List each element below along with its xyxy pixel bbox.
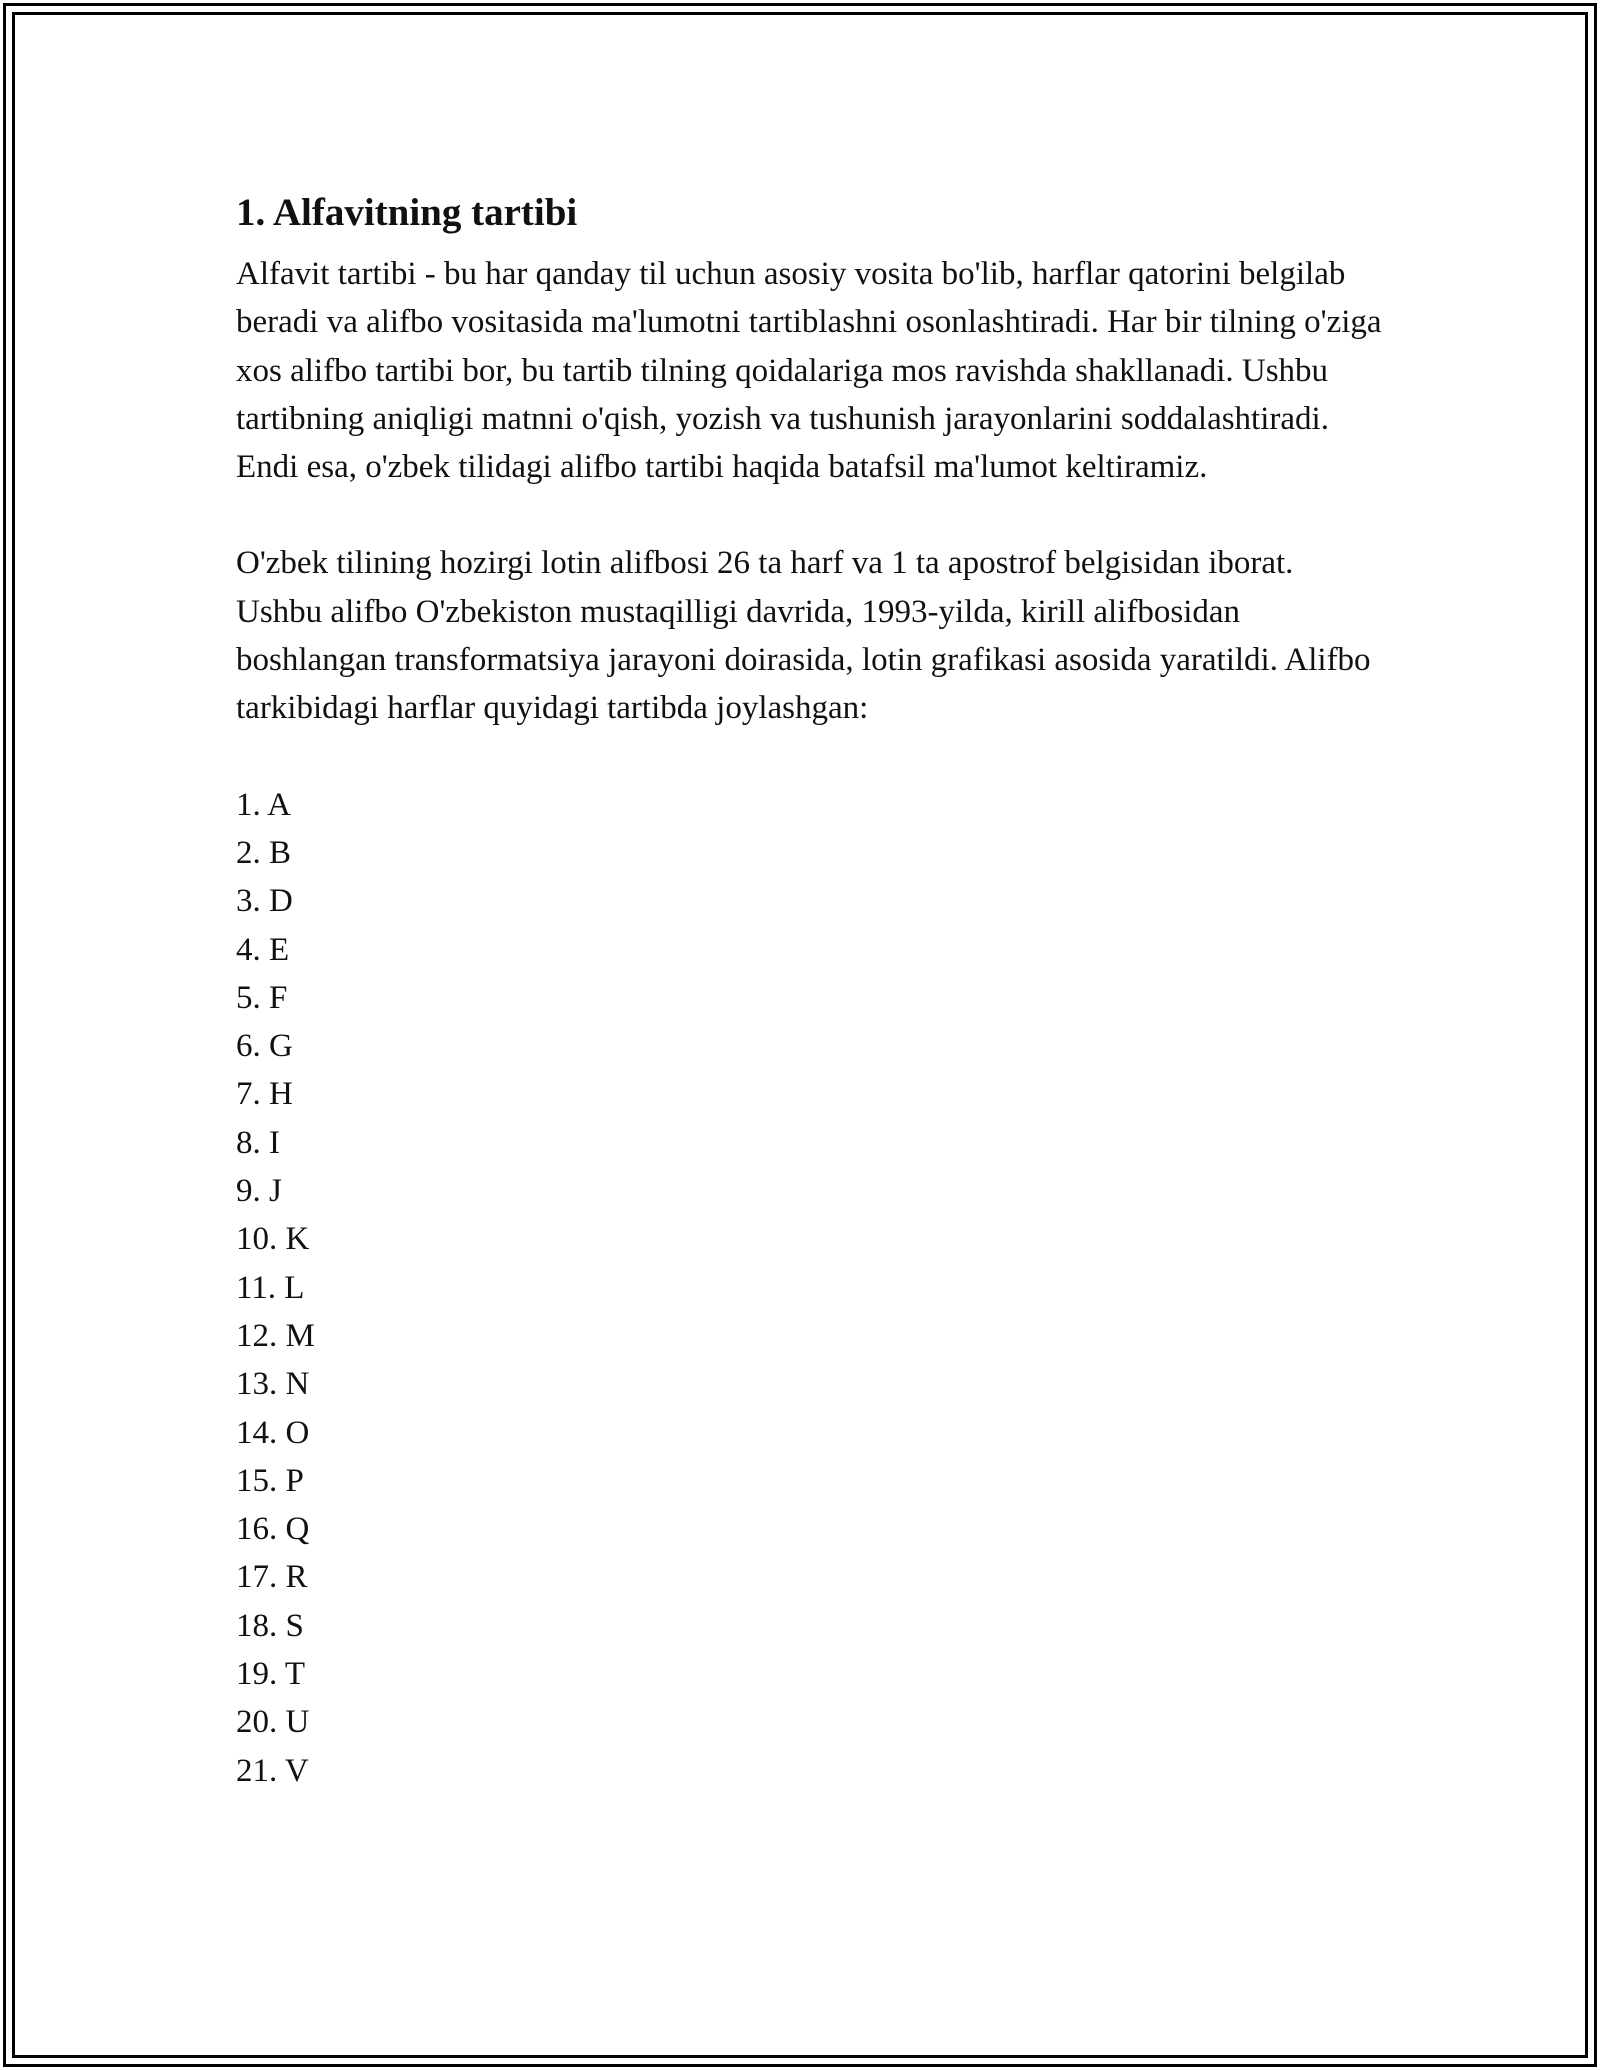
- list-item: 12. M: [236, 1317, 315, 1354]
- list-item: 8. I: [236, 1124, 280, 1161]
- list-item: 15. P: [236, 1462, 304, 1499]
- list-item: 18. S: [236, 1607, 304, 1644]
- list-item: 10. K: [236, 1221, 310, 1258]
- list-item: 16. Q: [236, 1511, 310, 1548]
- document-body: [236, 180, 1386, 1795]
- list-item: 1. A: [236, 786, 292, 823]
- list-item: 14. O: [236, 1414, 310, 1451]
- list-item: 7. H: [236, 1076, 293, 1113]
- list-item: 21. V: [236, 1752, 309, 1789]
- list-item: 17. R: [236, 1559, 308, 1596]
- list-item: 2. B: [236, 834, 292, 871]
- list-item: 20. U: [236, 1704, 310, 1741]
- alphabet-list: [236, 781, 1386, 1795]
- list-item: 4. E: [236, 931, 290, 968]
- alphabet-paragraph: O'zbek tilining hozirgi lotin alifbosi 26 ta harf va 1 ta apostrof belgisidan iborat. Ushbu alifbo O'zbekiston mustaqilligi davrida, 1993-yilda, kirill alifbosidan boshlangan transformatsiya jarayoni doirasida, lotin grafikasi asosida yaratildi. Alifbo tarkibidagi harflar quyidagi tartibda joylashgan:: [236, 545, 1371, 727]
- intro-paragraph: Alfavit tartibi - bu har qanday til uchun asosiy vosita bo'lib, harflar qatorini belgilab beradi va alifbo vositasida ma'lumotni tartiblashni osonlashtiradi. Har bir tilning o'ziga xos alifbo tartibi bor, bu tartib tilning qoidalariga mos ravishda shakllanadi. Ushbu tartibning aniqligi matnni o'qish, yozish va tushunish jarayonlarini soddalashtiradi. Endi esa, o'zbek tilidagi alifbo tartibi haqida batafsil ma'lumot keltiramiz.: [236, 256, 1382, 486]
- list-item: 13. N: [236, 1366, 310, 1403]
- list-item: 9. J: [236, 1173, 282, 1210]
- list-item: 3. D: [236, 883, 293, 920]
- list-item: 11. L: [236, 1269, 305, 1306]
- list-item: 19. T: [236, 1656, 306, 1693]
- section-heading: 1. Alfavitning tartibi: [236, 191, 578, 234]
- list-item: 5. F: [236, 979, 288, 1016]
- list-item: 6. G: [236, 1028, 293, 1065]
